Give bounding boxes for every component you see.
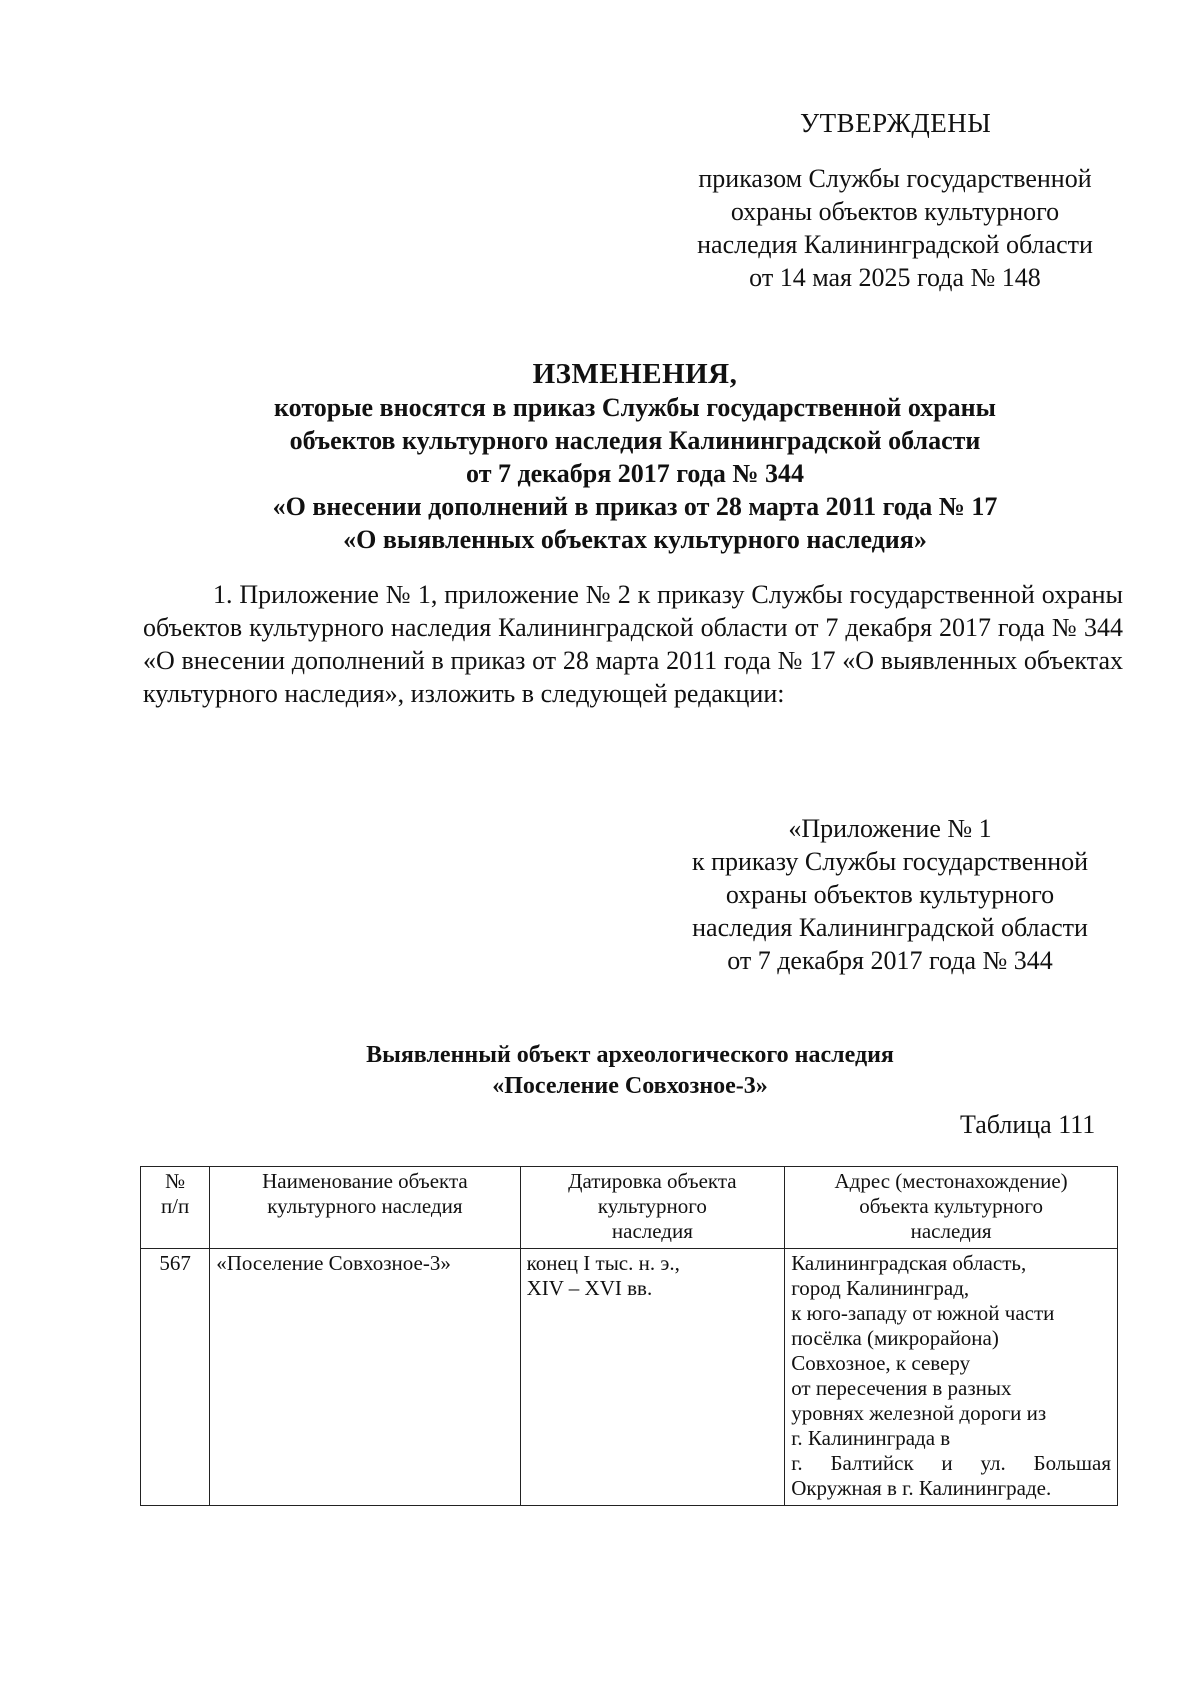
header-address-line: наследия — [910, 1219, 992, 1243]
annex-line: «Приложение № 1 — [788, 814, 992, 843]
cell-num: 567 — [141, 1249, 210, 1506]
header-num — [141, 1167, 210, 1249]
annex-line: охраны объектов культурного — [725, 880, 1055, 909]
cell-address-line: к юго-западу от южной части — [791, 1301, 1055, 1325]
cell-address — [785, 1249, 1118, 1506]
header-address-line: Адрес (местонахождение) — [834, 1169, 1068, 1193]
cell-address-line: Калининградская область, — [791, 1251, 1027, 1275]
annex-line: от 7 декабря 2017 года № 344 — [727, 946, 1053, 975]
header-name-line: культурного наследия — [267, 1194, 463, 1218]
cell-date-line: конец I тыс. н. э., — [526, 1251, 680, 1275]
cell-address-line: г. Калининграда в — [791, 1426, 951, 1450]
approved-by-line: приказом Службы государственной — [698, 164, 1092, 193]
changes-title-main: ИЗМЕНЕНИЯ, — [532, 358, 738, 390]
changes-title-line: которые вносятся в приказ Службы государственной охраны — [274, 393, 996, 422]
object-title-line: «Поселение Совхозное-3» — [492, 1073, 768, 1099]
heritage-table — [140, 1166, 1118, 1506]
cell-address-line: посёлка (микрорайона) — [791, 1326, 999, 1350]
table-header-row — [141, 1167, 1118, 1249]
header-date-line: Датировка объекта — [568, 1169, 737, 1193]
approved-by-line: охраны объектов культурного — [730, 197, 1060, 226]
header-name-line: Наименование объекта — [262, 1169, 468, 1193]
cell-date-line: XIV – XVI вв. — [526, 1276, 653, 1300]
changes-title-line: объектов культурного наследия Калининградской области — [289, 426, 981, 455]
object-title-line: Выявленный объект археологического наследия — [366, 1042, 894, 1068]
cell-address-line: Окружная в г. Калининграде. — [791, 1476, 1052, 1500]
header-num-line: п/п — [160, 1194, 190, 1218]
header-date-line: культурного — [597, 1194, 707, 1218]
header-date — [520, 1167, 785, 1249]
changes-title-line: «О выявленных объектах культурного наследия» — [343, 525, 927, 554]
annex-block — [655, 812, 1125, 977]
cell-address-line: город Калининград, — [791, 1276, 970, 1300]
annex-line: наследия Калининградской области — [692, 913, 1088, 942]
annex-line: к приказу Службы государственной — [691, 847, 1089, 876]
body-paragraph — [143, 578, 1123, 710]
paragraph-text: 1. Приложение № 1, приложение № 2 к приказу Службы государственной охраны объектов культурного наследия Калининградской области от 7 декабря 2017 года № 344 «О внесении дополнений в приказ от 28 марта 2011 года № 17 «О выявленных объектах культурного наследия», изложить в следующей редакции: — [143, 580, 1123, 708]
approved-by-line: наследия Калининградской области — [697, 230, 1093, 259]
cell-address-line: уровнях железной дороги из — [791, 1401, 1047, 1425]
header-address — [785, 1167, 1118, 1249]
approved-by-block — [660, 162, 1130, 294]
approved-by-line: от 14 мая 2025 года № 148 — [749, 263, 1041, 292]
header-name — [210, 1167, 520, 1249]
object-title — [160, 1040, 1100, 1102]
approved-heading: УТВЕРЖДЕНЫ — [800, 108, 992, 138]
table-row — [141, 1249, 1118, 1506]
header-num-line: № — [165, 1169, 186, 1193]
header-address-line: объекта культурного — [859, 1194, 1043, 1218]
cell-address-line: г. Балтийск и ул. Большая — [791, 1451, 1111, 1475]
changes-title-line: от 7 декабря 2017 года № 344 — [466, 459, 804, 488]
table-label: Таблица 111 — [960, 1110, 1096, 1139]
header-date-line: наследия — [611, 1219, 693, 1243]
cell-name: «Поселение Совхозное-3» — [210, 1249, 520, 1506]
changes-title-line: «О внесении дополнений в приказ от 28 марта 2011 года № 17 — [272, 492, 998, 521]
cell-address-line: от пересечения в разных — [791, 1376, 1012, 1400]
cell-address-line: Совхозное, к северу — [791, 1351, 971, 1375]
changes-title — [140, 358, 1130, 556]
cell-date — [520, 1249, 785, 1506]
